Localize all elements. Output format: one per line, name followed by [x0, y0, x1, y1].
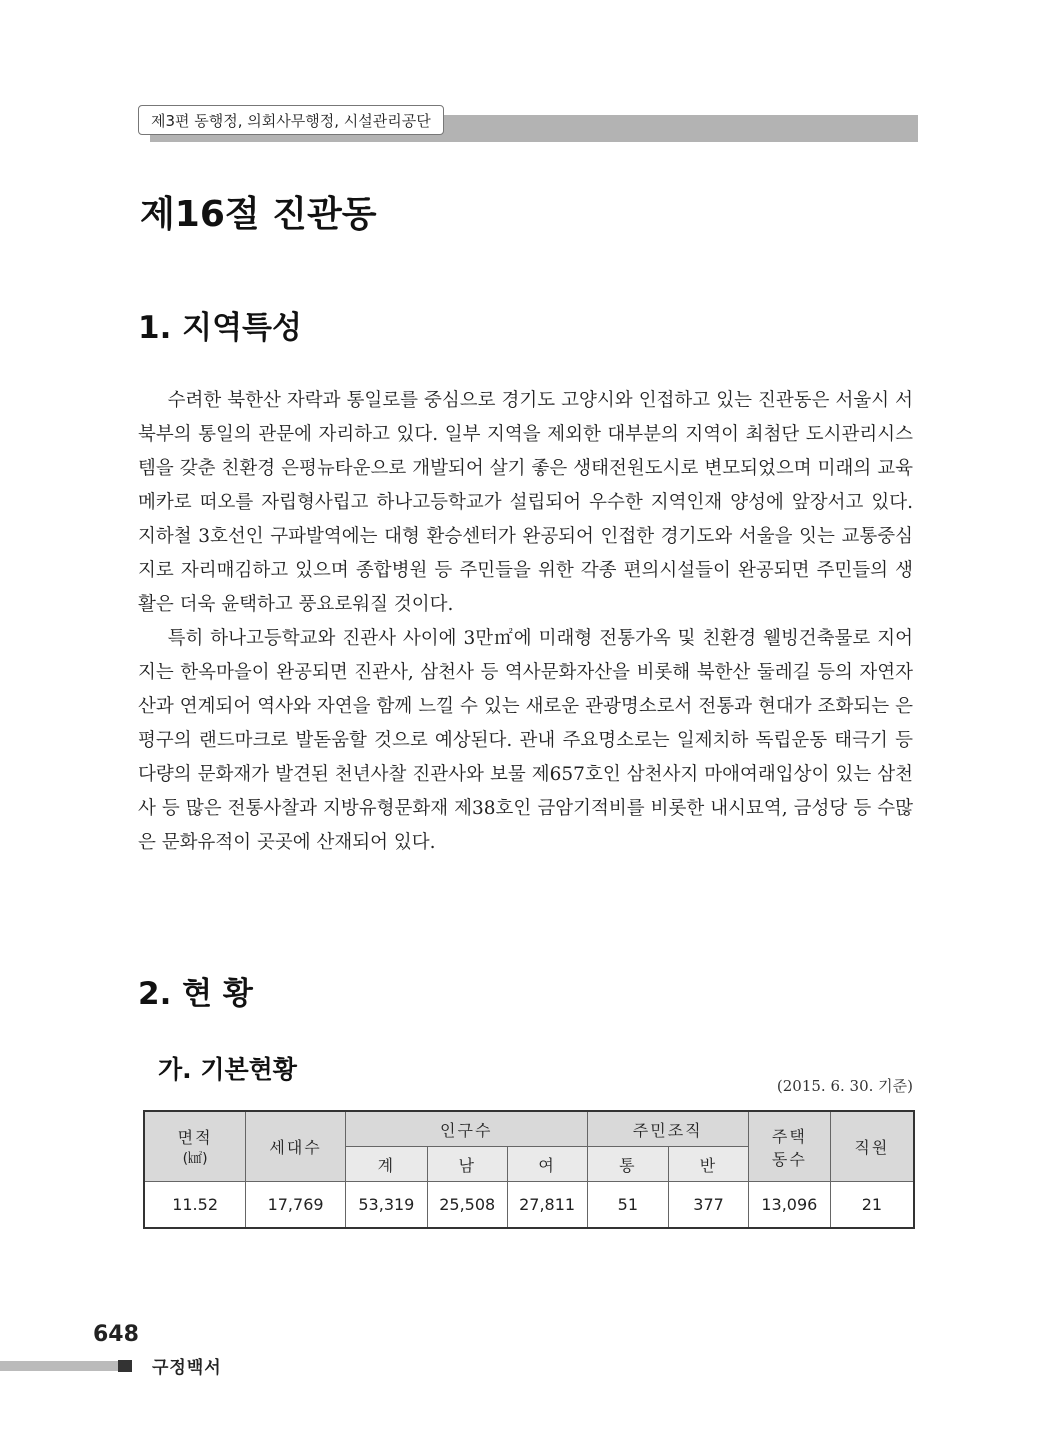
table-row: [144, 1182, 914, 1229]
cell-housing: 13,096: [748, 1182, 830, 1229]
header-area-label: 면적: [177, 1128, 213, 1147]
header-housing: [748, 1111, 830, 1182]
footer-square-marker: [118, 1360, 132, 1372]
header-resident-org: 주민조직: [587, 1111, 748, 1147]
cell-population-male: 25,508: [427, 1182, 507, 1229]
page-number: 648: [93, 1322, 139, 1347]
header-population-total: 계: [345, 1147, 427, 1182]
paragraph: 수려한 북한산 자락과 통일로를 중심으로 경기도 고양시와 인접하고 있는 진관동은 서울시 서북부의 통일의 관문에 자리하고 있다. 일부 지역을 제외한 대부분의 지역이 최첨단 도시관리시스템을 갖춘 친환경 은평뉴타운으로 개발되어 살기 좋은 생태전원도시로 변모되었으며 미래의 교육메카로 떠오를 자립형사립고 하나고등학교가 설립되어 우수한 지역인재 양성에 앞장서고 있다. 지하철 3호선인 구파발역에는 대형 환승센터가 완공되어 인접한 경기도와 서울을 잇는 교통중심지로 자리매김하고 있으며 종합병원 등 주민들을 위한 각종 편의시설들이 완공되면 주민들의 생활은 더욱 윤택하고 풍요로워질 것이다.: [138, 390, 913, 615]
cell-org-tong: 51: [587, 1182, 669, 1229]
header-population: 인구수: [345, 1111, 587, 1147]
footer-book-title: 구정백서: [152, 1358, 222, 1378]
header-staff: 직원: [830, 1111, 914, 1182]
body-text: [138, 384, 913, 860]
cell-area: 11.52: [144, 1182, 246, 1229]
cell-staff: 21: [830, 1182, 914, 1229]
section-title: 제16절 진관동: [140, 194, 377, 235]
date-note: (2015. 6. 30. 기준): [776, 1077, 913, 1095]
header-org-ban: 반: [669, 1147, 749, 1182]
paragraph: 특히 하나고등학교와 진관사 사이에 3만㎡에 미래형 전통가옥 및 친환경 웰빙건축물로 지어지는 한옥마을이 완공되면 진관사, 삼천사 등 역사문화자산을 비롯해 북한산 둘레길 등의 자연자산과 연계되어 역사와 자연을 함께 느낄 수 있는 새로운 관광명소로서 전통과 현대가 조화되는 은평구의 랜드마크로 발돋움할 것으로 예상된다. 관내 주요명소로는 일제치하 독립운동 태극기 등 다량의 문화재가 발견된 천년사찰 진관사와 보물 제657호인 삼천사지 마애여래입상이 있는 삼천사 등 많은 전통사찰과 지방유형문화재 제38호인 금암기적비를 비롯한 내시묘역, 금성당 등 수많은 문화유적이 곳곳에 산재되어 있다.: [138, 628, 913, 853]
heading-current-status: 2. 현 황: [138, 976, 253, 1012]
header-households: 세대수: [246, 1111, 346, 1182]
heading-regional-characteristics: 1. 지역특성: [138, 310, 302, 346]
chapter-header-tab: 제3편 동행정, 의회사무행정, 시설관리공단: [138, 105, 444, 135]
header-population-male: 남: [427, 1147, 507, 1182]
subheading-basic-status: 가. 기본현황: [158, 1055, 297, 1084]
cell-population-total: 53,319: [345, 1182, 427, 1229]
header-org-tong: 통: [587, 1147, 669, 1182]
header-housing-line2: 동수: [771, 1149, 807, 1169]
header-area-unit: (㎢): [182, 1151, 208, 1167]
cell-population-female: 27,811: [507, 1182, 587, 1229]
header-area: [144, 1111, 246, 1182]
cell-org-ban: 377: [669, 1182, 749, 1229]
footer-bar: [0, 1361, 118, 1371]
header-population-female: 여: [507, 1147, 587, 1182]
basic-status-table: [143, 1110, 915, 1229]
header-housing-line1: 주택: [771, 1126, 807, 1146]
cell-households: 17,769: [246, 1182, 346, 1229]
